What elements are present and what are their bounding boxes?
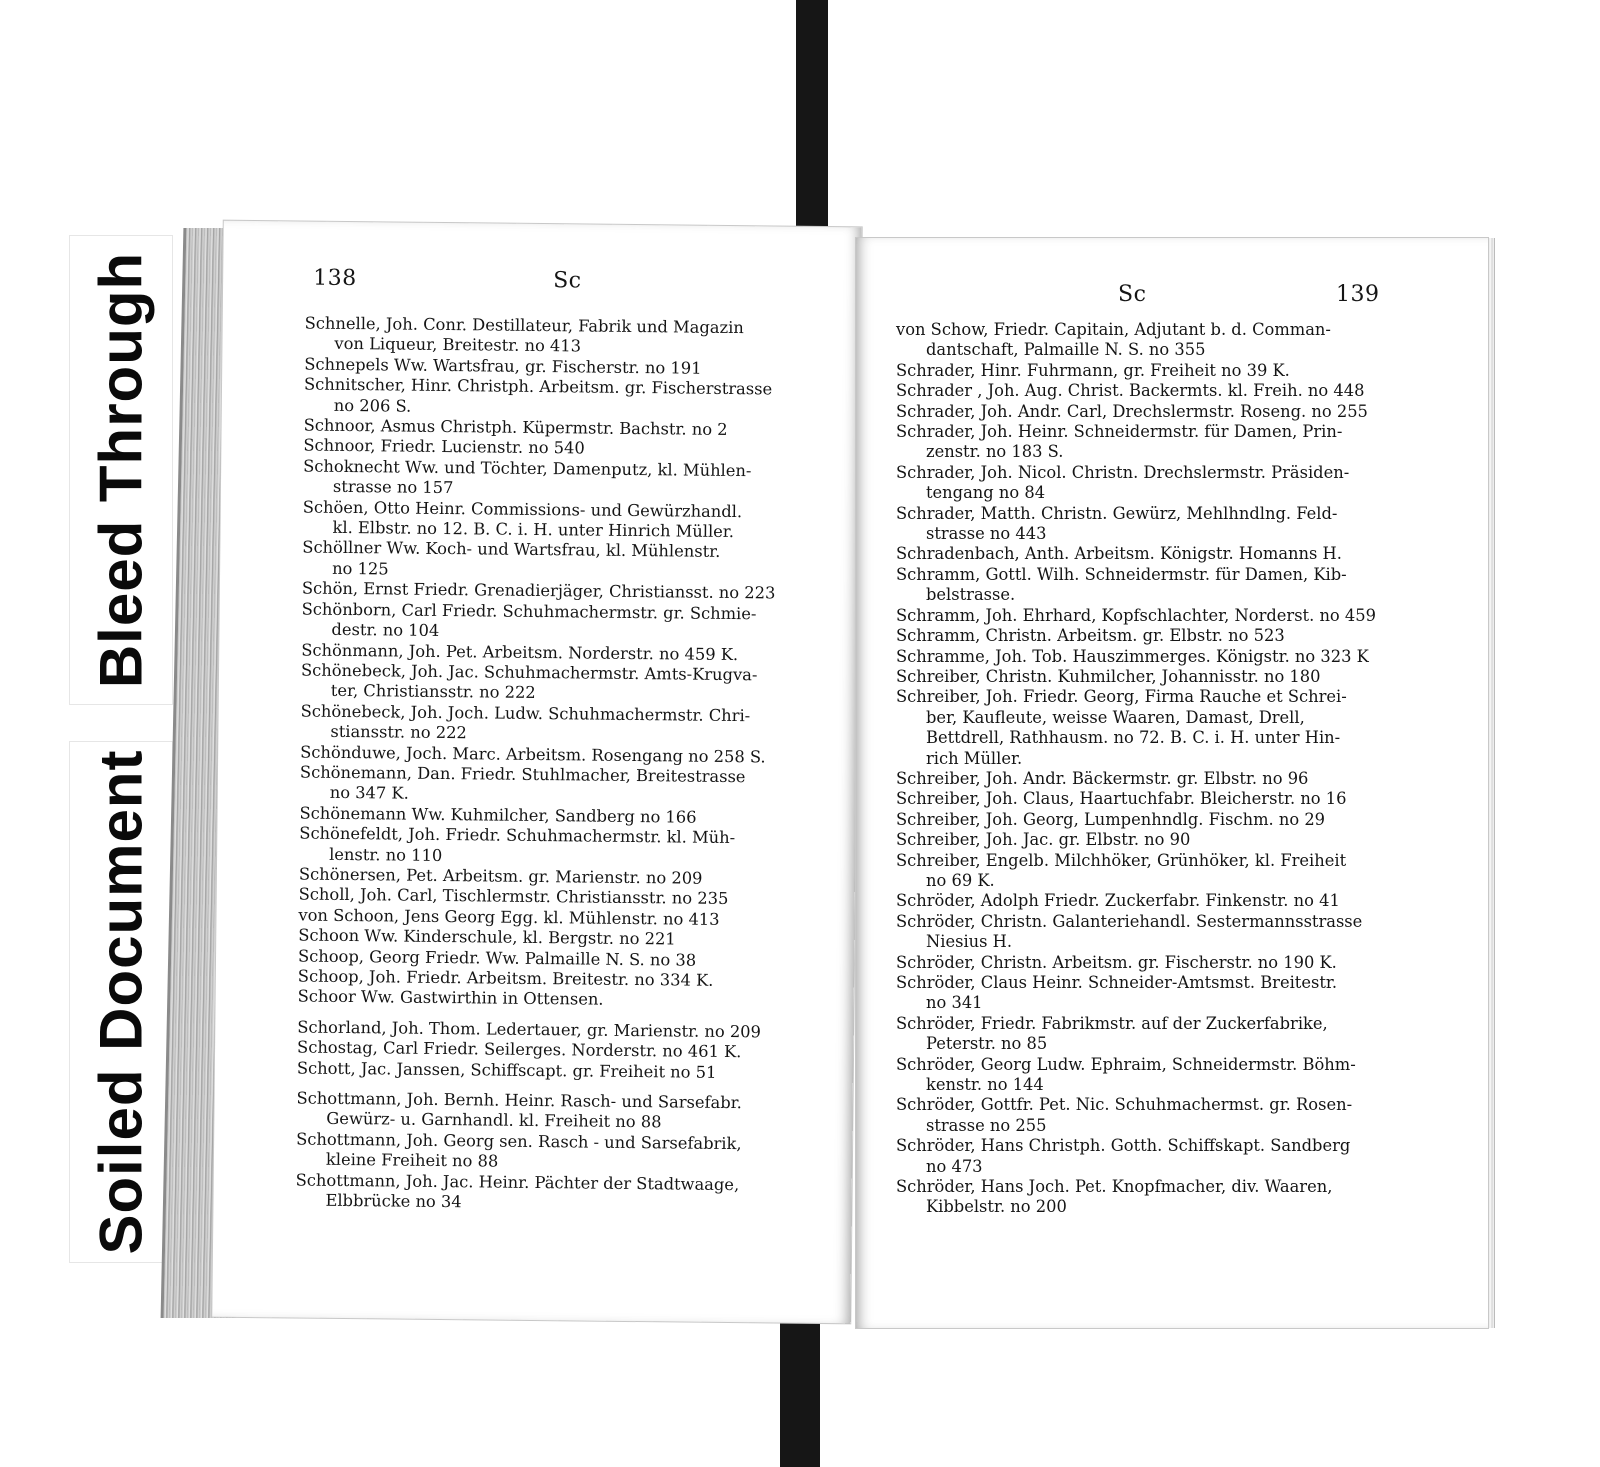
directory-entry xyxy=(299,824,819,870)
entry-line: Schramm, Christn. Arbeitsm. gr. Elbstr. no 523 xyxy=(896,626,1285,646)
right-page xyxy=(856,238,1488,1328)
entry-line: lenstr. no 110 xyxy=(329,844,443,865)
right-entry-list xyxy=(896,320,1416,1218)
directory-entry xyxy=(896,1055,1416,1096)
entry-line: Schoknecht Ww. und Töchter, Damenputz, kl. Mühlen- xyxy=(303,456,752,481)
entry-line: Schröder, Hans Christph. Gotth. Schiffskapt. Sandberg xyxy=(896,1136,1351,1156)
directory-entry xyxy=(896,687,1416,769)
entry-line: Schott, Jac. Janssen, Schiffscapt. gr. Freiheit no 51 xyxy=(296,1058,717,1082)
entry-line: Schottmann, Joh. Bernh. Heinr. Rasch- und Sarsefabr. xyxy=(296,1088,743,1113)
directory-entry xyxy=(896,463,1416,504)
entry-line: tengang no 84 xyxy=(926,483,1046,503)
entry-line: Schorland, Joh. Thom. Ledertauer, gr. Marienstr. no 209 xyxy=(297,1017,762,1042)
directory-entry xyxy=(896,565,1416,606)
entry-line: Schönmann, Joh. Pet. Arbeitsm. Norderstr. no 459 K. xyxy=(301,640,739,664)
entry-line: Schradenbach, Anth. Arbeitsm. Königstr. Homanns H. xyxy=(896,544,1342,564)
entry-line: Schröder, Christn. Arbeitsm. gr. Fischerstr. no 190 K. xyxy=(896,952,1337,972)
entry-line: Schoop, Georg Friedr. Ww. Palmaille N. S. no 38 xyxy=(297,946,697,970)
left-running-head: Sc xyxy=(553,268,582,294)
directory-entry xyxy=(896,891,1416,911)
entry-line: kenstr. no 144 xyxy=(926,1075,1044,1095)
entry-line: Schramm, Gottl. Wilh. Schneidermstr. für Damen, Kib- xyxy=(896,564,1347,584)
entry-line: von Schoon, Jens Georg Egg. kl. Mühlenstr. no 413 xyxy=(298,905,720,929)
directory-entry xyxy=(296,1129,816,1175)
entry-line: Schramm, Joh. Ehrhard, Kopfschlachter, Norderst. no 459 xyxy=(896,605,1376,625)
entry-line: von Liqueur, Breitestr. no 413 xyxy=(334,334,582,356)
entry-line: Schrader, Joh. Nicol. Christn. Drechslermstr. Präsiden- xyxy=(896,462,1350,482)
entry-line: Schönefeldt, Joh. Friedr. Schuhmachermstr. kl. Müh- xyxy=(299,823,736,848)
entry-line: Schnepels Ww. Wartsfrau, gr. Fischerstr. no 191 xyxy=(304,354,702,378)
directory-entry xyxy=(300,762,820,808)
right-running-head: Sc xyxy=(1118,282,1147,307)
entry-line: no 473 xyxy=(926,1156,983,1176)
directory-entry xyxy=(896,789,1416,809)
entry-line: Schönebeck, Joh. Jac. Schuhmachermstr. Amts-Krugva- xyxy=(300,660,758,685)
directory-entry xyxy=(896,810,1416,830)
entry-line: zenstr. no 183 S. xyxy=(926,442,1064,462)
entry-line: Schottmann, Joh. Jac. Heinr. Pächter der Stadtwaage, xyxy=(295,1170,740,1194)
directory-entry xyxy=(304,375,824,421)
book-spine-top xyxy=(796,0,828,240)
entry-line: Schröder, Gottfr. Pet. Nic. Schuhmachermst. gr. Rosen- xyxy=(896,1095,1353,1115)
entry-line: Schrader , Joh. Aug. Christ. Backermts. kl. Freih. no 448 xyxy=(896,381,1365,401)
entry-line: Schönduwe, Joch. Marc. Arbeitsm. Rosengang no 258 S. xyxy=(300,742,766,766)
entry-line: Schröder, Georg Ludw. Ephraim, Schneidermstr. Böhm- xyxy=(896,1054,1356,1074)
directory-entry xyxy=(302,538,822,584)
directory-entry xyxy=(896,769,1416,789)
entry-line: Schnitscher, Hinr. Christph. Arbeitsm. gr. Fischerstrasse xyxy=(303,374,773,399)
directory-entry xyxy=(896,544,1416,564)
directory-entry xyxy=(896,361,1416,381)
directory-entry xyxy=(896,320,1416,361)
directory-entry xyxy=(300,701,820,747)
entry-line: Schönborn, Carl Friedr. Schuhmachermstr. gr. Schmie- xyxy=(301,599,757,623)
directory-entry xyxy=(896,973,1416,1014)
directory-entry xyxy=(896,606,1416,626)
entry-line: von Schow, Friedr. Capitain, Adjutant b. d. Comman- xyxy=(896,320,1331,339)
directory-entry xyxy=(896,626,1416,646)
directory-entry xyxy=(896,830,1416,850)
left-page xyxy=(212,221,861,1324)
entry-line: Schreiber, Joh. Andr. Bäckermstr. gr. Elbstr. no 96 xyxy=(896,768,1309,788)
entry-line: no 347 K. xyxy=(329,783,409,804)
directory-entry xyxy=(896,1177,1416,1218)
entry-line: Schreiber, Joh. Claus, Haartuchfabr. Bleicherstr. no 16 xyxy=(896,789,1347,809)
entry-line: Schrader, Hinr. Fuhrmann, gr. Freiheit no 39 K. xyxy=(896,360,1290,380)
entry-line: Schröder, Friedr. Fabrikmstr. auf der Zuckerfabrike, xyxy=(896,1013,1328,1033)
right-page-number: 139 xyxy=(1336,282,1380,307)
entry-line: no 69 K. xyxy=(926,870,995,890)
entry-line: Schreiber, Joh. Georg, Lumpenhndlg. Fischm. no 29 xyxy=(896,809,1326,829)
entry-line: strasse no 157 xyxy=(332,477,454,498)
entry-line: no 206 S. xyxy=(333,395,412,416)
entry-line: Schrader, Joh. Andr. Carl, Drechslermstr. Roseng. no 255 xyxy=(896,401,1368,421)
directory-entry xyxy=(896,1095,1416,1136)
directory-entry xyxy=(298,987,818,1013)
entry-line: Scholl, Joh. Carl, Tischlermstr. Christiansstr. no 235 xyxy=(298,884,729,909)
entry-line: rich Müller. xyxy=(926,748,1023,768)
directory-entry xyxy=(896,402,1416,422)
entry-line: ter, Christiansstr. no 222 xyxy=(330,681,536,703)
entry-line: kl. Elbstr. no 12. B. C. i. H. unter Hinrich Müller. xyxy=(332,517,735,542)
directory-entry xyxy=(301,599,821,645)
entry-line: kleine Freiheit no 88 xyxy=(325,1150,499,1171)
directory-entry xyxy=(295,1170,815,1216)
bleed-through-label-text: Bleed Through xyxy=(87,251,155,689)
entry-line: ber, Kaufleute, weisse Waaren, Damast, Drell, xyxy=(926,707,1305,727)
entry-line: Schostag, Carl Friedr. Seilerges. Norderstr. no 461 K. xyxy=(297,1037,742,1062)
entry-line: Gewürz- u. Garnhandl. kl. Freiheit no 88 xyxy=(326,1109,662,1132)
directory-entry xyxy=(896,504,1416,545)
entry-line: Schnoor, Asmus Christph. Küpermstr. Bachstr. no 2 xyxy=(303,415,728,440)
soiled-document-label xyxy=(70,742,172,1262)
entry-line: Schreiber, Engelb. Milchhöker, Grünhöker, kl. Freiheit xyxy=(896,850,1347,870)
directory-entry xyxy=(296,1089,816,1135)
entry-line: dantschaft, Palmaille N. S. no 355 xyxy=(926,340,1206,360)
directory-entry xyxy=(896,667,1416,687)
entry-line: no 125 xyxy=(332,558,389,579)
entry-line: strasse no 255 xyxy=(926,1115,1047,1135)
directory-entry xyxy=(896,647,1416,667)
entry-line: Kibbelstr. no 200 xyxy=(926,1197,1067,1217)
entry-line: destr. no 104 xyxy=(331,619,440,641)
directory-entry xyxy=(896,851,1416,892)
left-page-number: 138 xyxy=(313,265,357,292)
directory-entry xyxy=(896,1136,1416,1177)
entry-line: Schönebeck, Joh. Joch. Ludw. Schuhmachermstr. Chri- xyxy=(300,701,751,725)
entry-line: Schramme, Joh. Tob. Hauszimmerges. Königstr. no 323 K xyxy=(896,646,1369,666)
entry-line: Schöllner Ww. Koch- und Wartsfrau, kl. Mühlenstr. xyxy=(302,537,721,562)
entry-line: Niesius H. xyxy=(926,932,1013,952)
entry-line: Schoon Ww. Kinderschule, kl. Bergstr. no 221 xyxy=(298,925,676,949)
entry-line: Schröder, Adolph Friedr. Zuckerfabr. Finkenstr. no 41 xyxy=(896,891,1340,911)
entry-line: belstrasse. xyxy=(926,585,1016,605)
entry-line: Schrader, Joh. Heinr. Schneidermstr. für Damen, Prin- xyxy=(896,422,1343,442)
directory-entry xyxy=(896,912,1416,953)
book-spine-bottom xyxy=(780,1318,820,1467)
entry-line: Schrader, Matth. Christn. Gewürz, Mehlhndlng. Feld- xyxy=(896,503,1338,523)
directory-entry xyxy=(303,456,823,502)
directory-entry xyxy=(302,497,822,543)
entry-line: Schröder, Christn. Galanteriehandl. Sestermannsstrasse xyxy=(896,911,1363,931)
entry-line: Schoor Ww. Gastwirthin in Ottensen. xyxy=(297,986,604,1010)
entry-line: Schottmann, Joh. Georg sen. Rasch - und Sarsefabrik, xyxy=(296,1129,742,1154)
entry-line: Peterstr. no 85 xyxy=(926,1034,1048,1054)
entry-line: Schönersen, Pet. Arbeitsm. gr. Marienstr. no 209 xyxy=(298,864,703,888)
entry-line: Schröder, Claus Heinr. Schneider-Amtsmst. Breitestr. xyxy=(896,973,1338,992)
entry-line: Schreiber, Joh. Friedr. Georg, Firma Rauche et Schrei- xyxy=(896,687,1347,707)
soiled-document-label-text: Soiled Document xyxy=(87,749,155,1255)
entry-line: Schreiber, Joh. Jac. gr. Elbstr. no 90 xyxy=(896,830,1191,850)
directory-entry xyxy=(304,314,824,360)
entry-line: Schön, Ernst Friedr. Grenadierjäger, Christiansst. no 223 xyxy=(301,578,776,603)
entry-line: no 341 xyxy=(926,993,983,1013)
entry-line: Schönemann, Dan. Friedr. Stuhlmacher, Breitestrasse xyxy=(299,762,746,787)
directory-entry xyxy=(896,422,1416,463)
entry-line: Schreiber, Christn. Kuhmilcher, Johannisstr. no 180 xyxy=(896,666,1321,686)
entry-line: Bettdrell, Rathhausm. no 72. B. C. i. H. unter Hin- xyxy=(926,728,1341,748)
entry-line: stiansstr. no 222 xyxy=(330,721,467,743)
entry-line: Schönemann Ww. Kuhmilcher, Sandberg no 166 xyxy=(299,803,697,827)
left-entry-list xyxy=(295,314,824,1217)
directory-entry xyxy=(896,1014,1416,1055)
entry-line: Schnoor, Friedr. Lucienstr. no 540 xyxy=(303,435,585,458)
directory-entry xyxy=(301,660,821,706)
bleed-through-label xyxy=(70,236,172,704)
entry-line: Elbbrücke no 34 xyxy=(325,1190,462,1212)
directory-entry xyxy=(896,381,1416,401)
entry-line: Schnelle, Joh. Conr. Destillateur, Fabrik und Magazin xyxy=(304,313,744,338)
entry-line: Schöen, Otto Heinr. Commissions- und Gewürzhandl. xyxy=(302,497,743,521)
directory-entry xyxy=(896,953,1416,973)
entry-line: strasse no 443 xyxy=(926,524,1047,544)
entry-line: Schoop, Joh. Friedr. Arbeitsm. Breitestr. no 334 K. xyxy=(297,966,714,990)
entry-line: Schröder, Hans Joch. Pet. Knopfmacher, div. Waaren, xyxy=(896,1177,1333,1197)
